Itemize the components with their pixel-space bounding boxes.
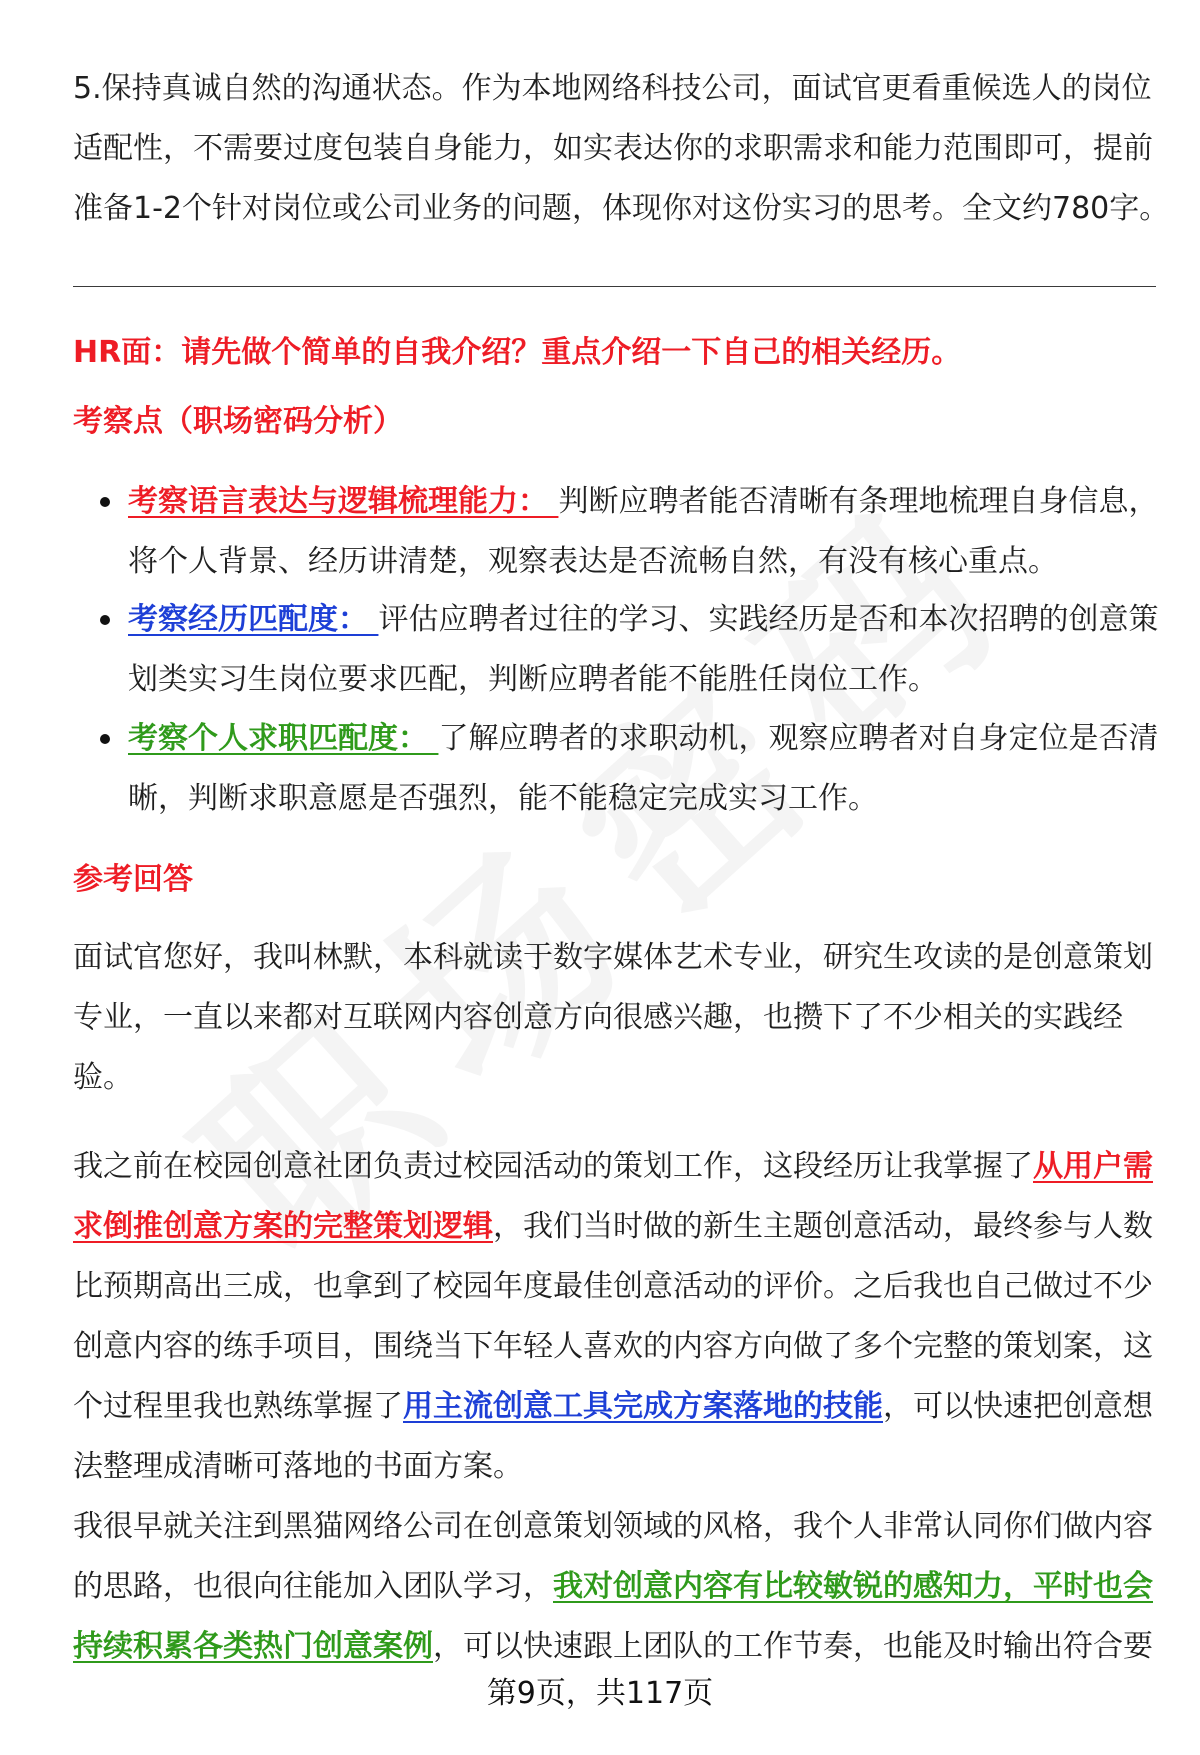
answer-highlight: 我对创意内容有比较敏锐的感知力，平时也会 [553, 1569, 1153, 1604]
bullet-dot-icon [100, 734, 110, 744]
assessment-item [128, 709, 1158, 829]
bullet-dot-icon [100, 497, 110, 507]
answer-line: 创意内容的练手项目，围绕当下年轻人喜欢的内容方向做了多个完整的策划案，这 [73, 1329, 1153, 1364]
answer-line [73, 1557, 1153, 1617]
assessment-item-line: 晰，判断求职意愿是否强烈，能不能稳定完成实习工作。 [128, 781, 878, 816]
assessment-item-line: 划类实习生岗位要求匹配，判断应聘者能不能胜任岗位工作。 [128, 662, 938, 697]
answer-highlight: 求倒推创意方案的完整策划逻辑 [73, 1209, 493, 1244]
assessment-item-text: 判断应聘者能否清晰有条理地梳理自身信息， [558, 484, 1159, 519]
tip-line: 适配性，不需要过度包装自身能力，如实表达你的求职需求和能力范围即可，提前 [73, 131, 1153, 166]
assessment-item [128, 590, 1158, 710]
answer-line: 专业，一直以来都对互联网内容创意方向很感兴趣，也攒下了不少相关的实践经 [73, 1000, 1123, 1035]
answer-line: 比预期高出三成，也拿到了校园年度最佳创意活动的评价。之后我也自己做过不少 [73, 1269, 1153, 1304]
answer-line: 法整理成清晰可落地的书面方案。 [73, 1449, 523, 1484]
answer-line [73, 1377, 1153, 1437]
page-indicator: 第9页，共117页 [486, 1676, 714, 1711]
bullet-dot-icon [100, 615, 110, 625]
question-heading: HR面：请先做个简单的自我介绍？重点介绍一下自己的相关经历。 [73, 335, 962, 370]
answer-line: 验。 [73, 1060, 133, 1095]
reference-answer-heading: 参考回答 [73, 862, 193, 897]
assessment-item-line [128, 709, 1158, 769]
answer-text: ，可以快速跟上团队的工作节奏，也能及时输出符合要 [433, 1629, 1153, 1664]
answer-text: 的思路，也很向往能加入团队学习， [73, 1569, 553, 1604]
answer-line [73, 1197, 1153, 1257]
assessment-item-line: 将个人背景、经历讲清楚，观察表达是否流畅自然，有没有核心重点。 [128, 544, 1058, 579]
answer-highlight: 从用户需 [1033, 1149, 1153, 1184]
answer-paragraph [73, 1137, 1153, 1497]
assessment-item-line [128, 590, 1158, 650]
answer-line [73, 1137, 1153, 1197]
tip-line: 5.保持真诚自然的沟通状态。作为本地网络科技公司，面试官更看重候选人的岗位 [73, 71, 1152, 106]
answer-text: 我之前在校园创意社团负责过校园活动的策划工作，这段经历让我掌握了 [73, 1149, 1033, 1184]
assessment-heading: 考察点（职场密码分析） [73, 404, 403, 439]
tip-line: 准备1-2个针对岗位或公司业务的问题，体现你对这份实习的思考。全文约780字。 [73, 191, 1170, 226]
answer-paragraph [73, 928, 1153, 1108]
assessment-item-label: 考察语言表达与逻辑梳理能力： [128, 484, 548, 519]
answer-paragraph [73, 1497, 1153, 1677]
assessment-item-label: 考察经历匹配度： [128, 602, 368, 637]
section-divider [73, 286, 1156, 287]
answer-text: ，我们当时做的新生主题创意活动，最终参与人数 [493, 1209, 1153, 1244]
answer-highlight: 用主流创意工具完成方案落地的技能 [403, 1389, 883, 1424]
answer-text: 个过程里我也熟练掌握了 [73, 1389, 403, 1424]
assessment-item-text: 了解应聘者的求职动机，观察应聘者对自身定位是否清 [438, 721, 1159, 756]
assessment-item-text: 评估应聘者过往的学习、实践经历是否和本次招聘的创意策 [378, 602, 1159, 637]
answer-text: ，可以快速把创意想 [883, 1389, 1153, 1424]
assessment-item-line [128, 472, 1158, 532]
answer-line: 面试官您好，我叫林默，本科就读于数字媒体艺术专业，研究生攻读的是创意策划 [73, 940, 1153, 975]
answer-line: 我很早就关注到黑猫网络公司在创意策划领域的风格，我个人非常认同你们做内容 [73, 1509, 1153, 1544]
interview-tip-paragraph [73, 59, 1169, 239]
assessment-item-label: 考察个人求职匹配度： [128, 721, 428, 756]
answer-highlight: 持续积累各类热门创意案例 [73, 1629, 433, 1664]
assessment-item [128, 472, 1158, 592]
